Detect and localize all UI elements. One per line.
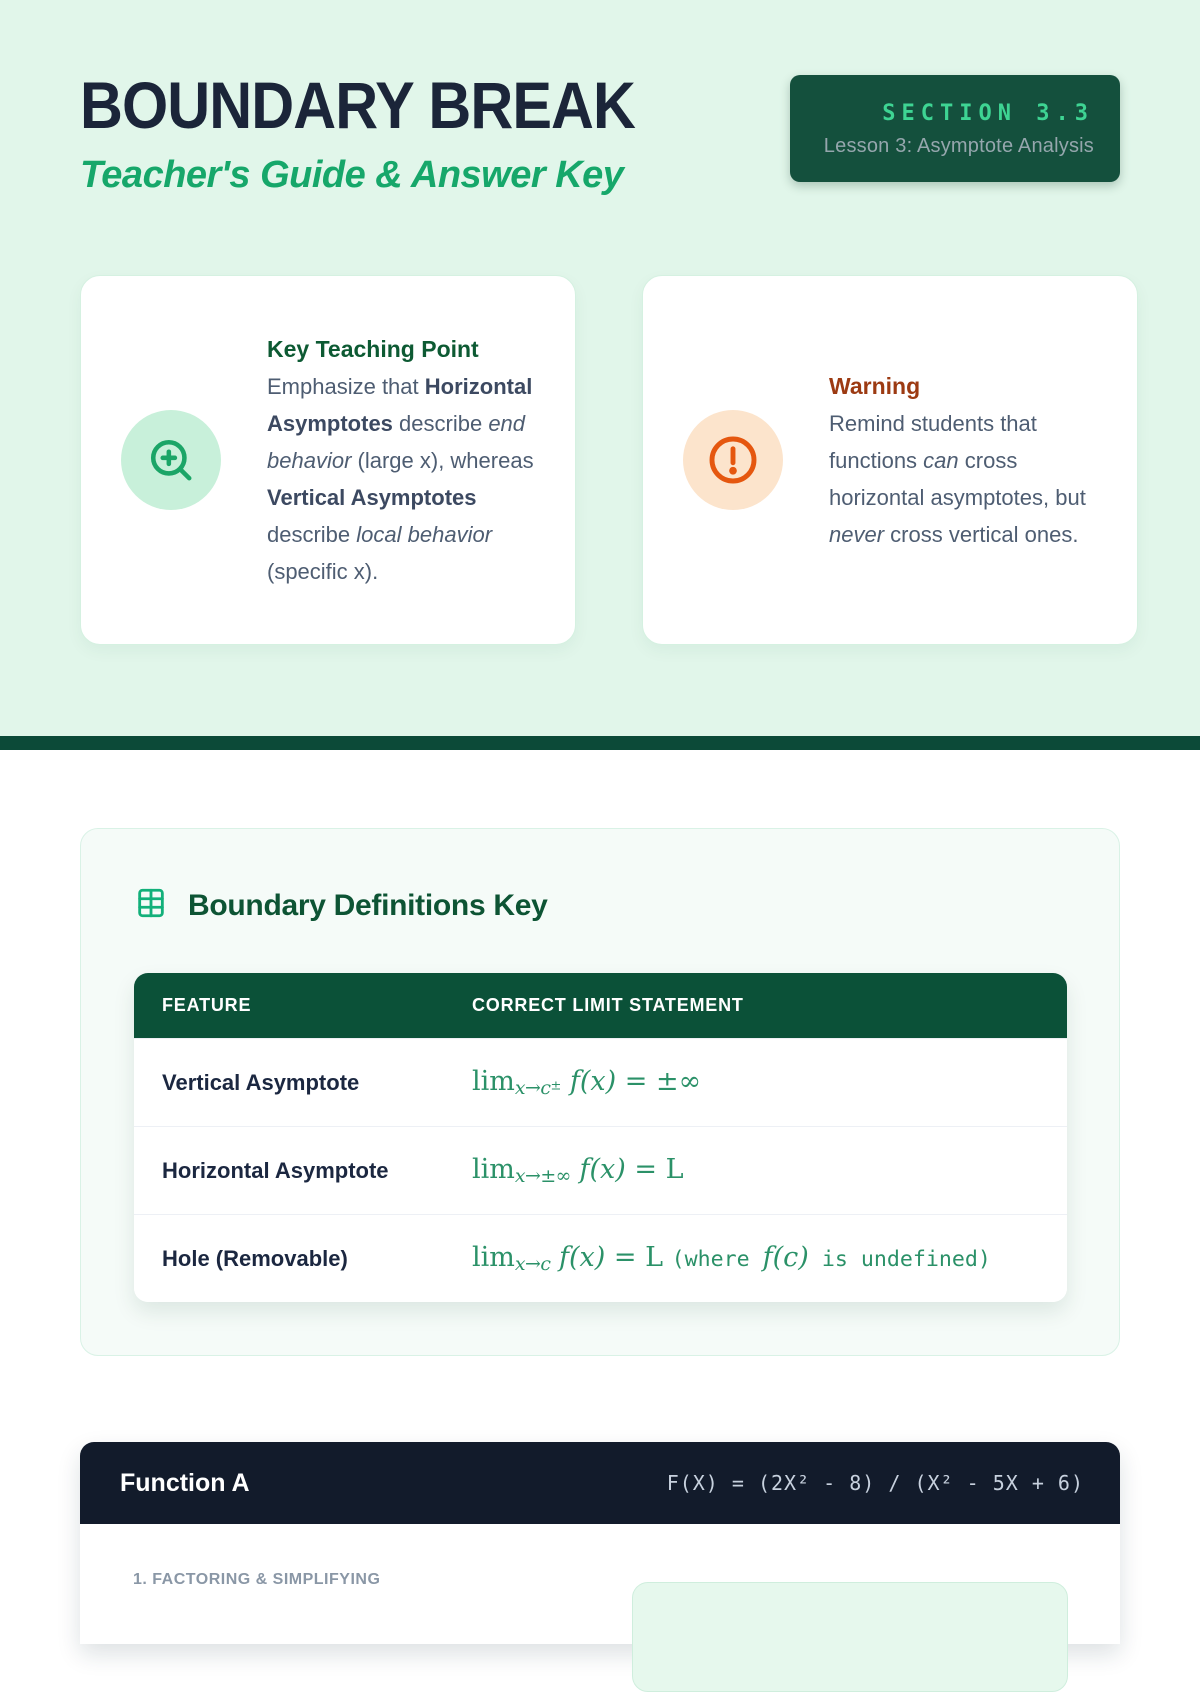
- callout-cards: [80, 275, 1120, 645]
- function-a-body: [80, 1524, 1120, 1644]
- title-block: [80, 68, 697, 197]
- hero-section: [0, 0, 1200, 736]
- main-content: [0, 828, 1200, 1644]
- warning-text: [829, 368, 1097, 553]
- feature-cell: Vertical Asymptote: [162, 1069, 360, 1095]
- callout-body: Remind students that functions can cross horizontal asymptotes, but never cross vertical ones.: [829, 410, 1086, 547]
- answer-box: [632, 1582, 1068, 1692]
- definitions-heading-text: Boundary Definitions Key: [188, 888, 548, 922]
- page-header: [80, 0, 1120, 197]
- table-row: [134, 1214, 1067, 1302]
- table-row: [134, 1126, 1067, 1214]
- section-badge: [790, 75, 1120, 182]
- alert-circle-icon: [683, 410, 783, 510]
- limit-formula: limx→c± f(x) = ±∞: [472, 1065, 702, 1100]
- table-row: [134, 1038, 1067, 1126]
- page-title: BOUNDARY BREAK: [80, 68, 636, 142]
- callout-title: Warning: [829, 372, 921, 399]
- table-header-row: [134, 973, 1067, 1038]
- function-a-card: [80, 1442, 1120, 1644]
- lesson-label: Lesson 3: Asymptote Analysis: [823, 135, 1094, 157]
- definitions-table: [134, 973, 1067, 1302]
- zoom-in-icon: [121, 410, 221, 510]
- definitions-heading: [134, 886, 1067, 925]
- column-header-feature: FEATURE: [162, 995, 252, 1015]
- column-header-limit: CORRECT LIMIT STATEMENT: [472, 995, 744, 1015]
- step-label: 1. FACTORING & SIMPLIFYING: [133, 1571, 381, 1588]
- key-teaching-point-text: [267, 331, 535, 590]
- page-subtitle: Teacher's Guide & Answer Key: [80, 154, 624, 196]
- section-divider: [0, 736, 1200, 750]
- feature-cell: Horizontal Asymptote: [162, 1157, 389, 1183]
- limit-formula: limx→c f(x) = L (where f(c) is undefined): [472, 1241, 991, 1276]
- table-icon: [134, 886, 168, 925]
- callout-title: Key Teaching Point: [267, 335, 479, 362]
- function-a-header: [80, 1442, 1120, 1524]
- warning-card: [642, 275, 1138, 645]
- section-number: SECTION 3.3: [882, 101, 1094, 126]
- function-a-title: Function A: [120, 1468, 250, 1497]
- function-a-formula: F(X) = (2X² - 8) / (X² - 5X + 6): [666, 1471, 1084, 1495]
- key-teaching-point-card: [80, 275, 576, 645]
- limit-formula: limx→±∞ f(x) = L: [472, 1153, 684, 1188]
- boundary-definitions-card: [80, 828, 1120, 1356]
- callout-body: Emphasize that Horizontal Asymptotes describe end behavior (large x), whereas Vertical Asymptotes describe local behavior (specific x).: [267, 373, 534, 584]
- feature-cell: Hole (Removable): [162, 1245, 348, 1271]
